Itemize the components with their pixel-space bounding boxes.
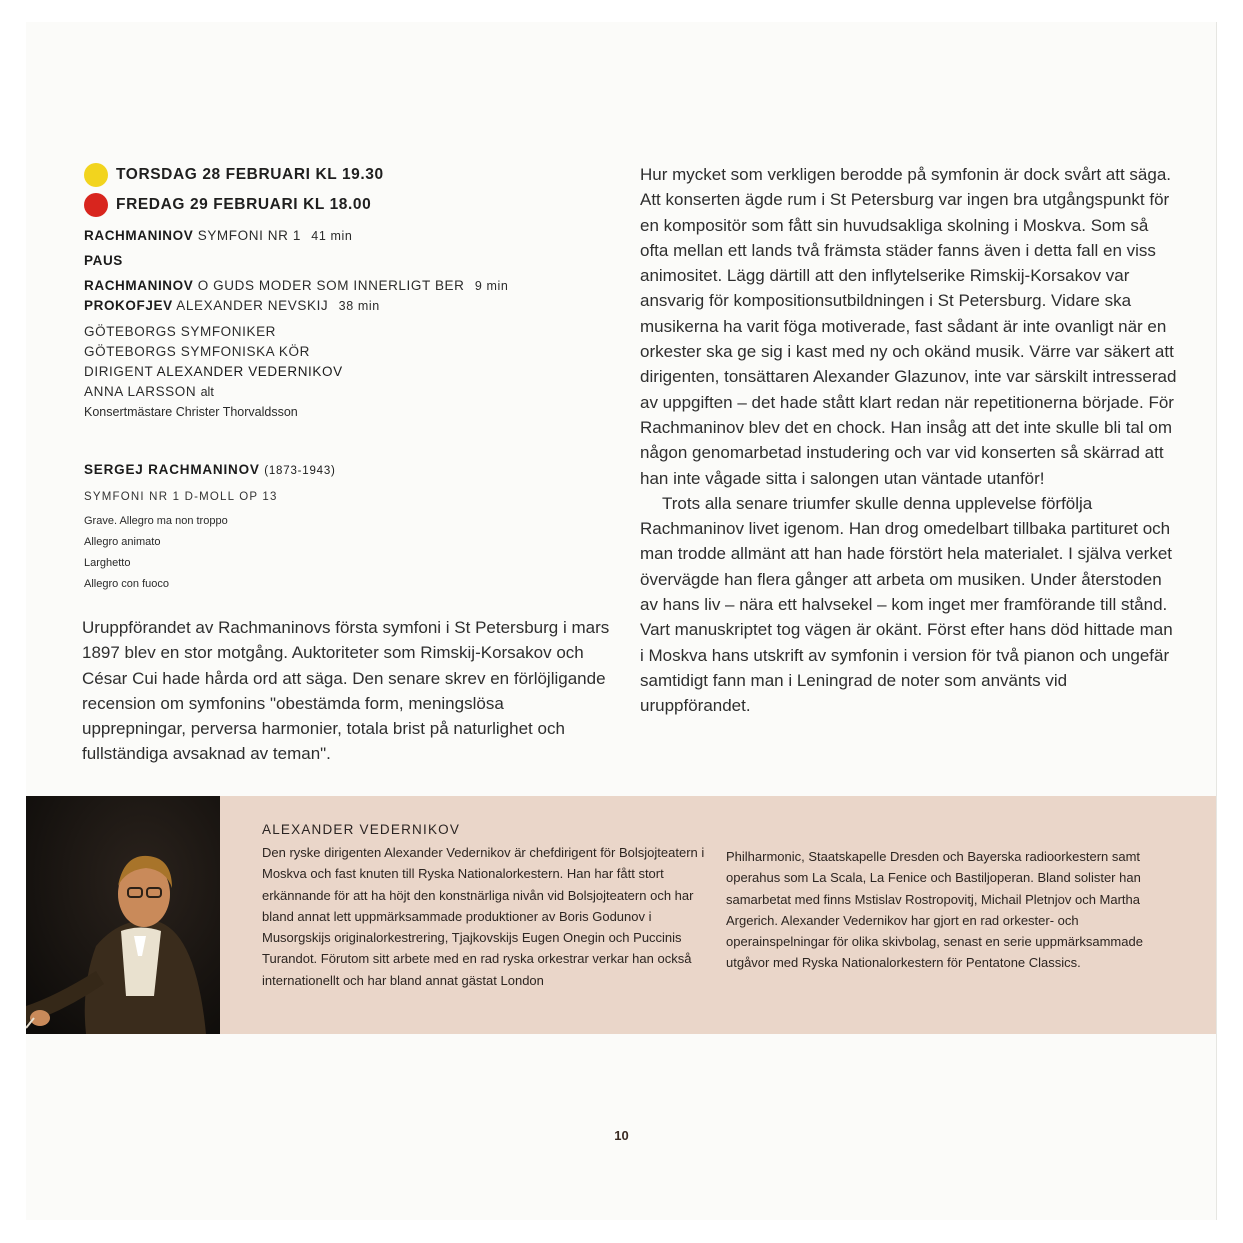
performer-concertmaster: Konsertmästare Christer Thorvaldsson (84, 405, 298, 419)
article-right-column (640, 162, 1178, 719)
article-paragraph-2: Trots alla senare triumfer skulle denna upplevelse förfölja Rachmaninov livet igenom. Han drog omedelbart tillbaka partituret och man trodde allmänt att han hade förstört hela materialet. I själva verket övervägde han flera gånger att arbeta om musiken. Under återstoden av hans liv – nära ett halvsekel – kom inget mer framförande till stånd. Vart manuskriptet tog vägen är okänt. Först efter hans död hittade man i Moskva hans utskrift av symfonin i version för två pianon och ungefär samtidigt fann man i Leningrad de noter som använts vid uruppförandet. (640, 493, 1173, 716)
work-composer-line (84, 462, 604, 477)
work-title: SYMFONI NR 1 D-MOLL OP 13 (84, 491, 278, 503)
date-friday (84, 190, 604, 220)
bio-title: ALEXANDER VEDERNIKOV (262, 822, 461, 837)
program-work: ALEXANDER NEVSKIJ (176, 298, 329, 313)
movement-item: Allegro con fuoco (84, 578, 169, 590)
conductor-prefix: DIRIGENT (84, 364, 154, 379)
movement-item: Allegro animato (84, 536, 161, 548)
movement-item: Larghetto (84, 557, 131, 569)
date-thursday (84, 160, 604, 190)
red-dot-icon (84, 193, 108, 217)
program-composer: RACHMANINOV (84, 278, 194, 293)
program-duration: 41 min (311, 229, 353, 243)
program-composer: PROKOFJEV (84, 298, 173, 313)
movement-item: Grave. Allegro ma non troppo (84, 515, 228, 527)
soloist-name: ANNA LARSSON (84, 384, 197, 399)
program-duration: 9 min (474, 279, 509, 293)
work-composer: SERGEJ RACHMANINOV (84, 462, 260, 477)
bio-text-left: Den ryske dirigenten Alexander Vedernikov är chefdirigent för Bolsjojteatern i Moskva och fast knuten till Ryska Nationalorkestern. Han har fått stort erkännande för att ha höjt den konstnärliga nivån vid Bolsjojteatern och har bland annat lett uppmärksammade produktioner av Boris Godunov i Musorgskijs originalorkestrering, Tjajkovskijs Eugen Onegin och Puccinis Turandot. Förutom sitt arbete med en rad ryska orkestrar verkar han också internationellt och har bland annat gästat London (262, 845, 705, 988)
interval-label: PAUS (84, 253, 123, 268)
concert-schedule (84, 160, 604, 422)
program-duration: 38 min (338, 299, 380, 313)
soloist-voice: alt (200, 385, 214, 399)
work-composer-years: (1873-1943) (264, 465, 336, 477)
performer-choir: GÖTEBORGS SYMFONISKA KÖR (84, 344, 310, 359)
yellow-dot-icon (84, 163, 108, 187)
program-item (84, 276, 604, 296)
performer-orchestra: GÖTEBORGS SYMFONIKER (84, 324, 277, 339)
date-friday-label: FREDAG 29 FEBRUARI KL 18.00 (116, 196, 372, 213)
program-item (84, 296, 604, 316)
conductor-photo (26, 796, 220, 1034)
program-work: SYMFONI NR 1 (197, 228, 301, 243)
work-info (84, 462, 604, 595)
date-thursday-label: TORSDAG 28 FEBRUARI KL 19.30 (116, 166, 384, 183)
performer-soloist (84, 382, 604, 402)
program-composer: RACHMANINOV (84, 228, 194, 243)
program-item (84, 226, 604, 246)
movement-list (84, 511, 604, 595)
page-number: 10 (614, 1128, 629, 1143)
program-work: O GUDS MODER SOM INNERLIGT BER (197, 278, 465, 293)
performer-conductor (84, 362, 604, 382)
bio-text-right: Philharmonic, Staatskapelle Dresden och Bayerska radioorkestern samt operahus som La Scala, La Fenice och Bastiljoperan. Bland solister han samarbetat med finns Mstislav Rostropovitj, Michail Pletnjov och Martha Argerich. Alexander Vedernikov har gjort en rad orkester- och operainspelningar för olika skivbolag, senast en serie uppmärksammade utgåvor med Ryska Nationalorkestern för Pentatone Classics. (726, 849, 1143, 971)
article-paragraph-1: Hur mycket som verkligen berodde på symfonin är dock svårt att säga. Att konserten ägde rum i St Petersburg var ingen bra utgångspunkt för en kompositör som fått sin huvudsakliga skolning i Moskva. Som så ofta mellan ett lands två främsta städer fanns även i detta fall en viss animositet. Lägg därtill att den inflytelserike Rimskij-Korsakov var ansvarig för kompositionsutbildningen i St Petersburg. Vidare ska musikerna ha varit föga motiverade, fast sådant är inte ovanligt när en orkester ska ge sig i kast med ny och okänd musik. Värre var säkert att dirigenten, tonsättaren Alexander Glazunov, inte var särskilt intresserad av uppgiften – det hade stått klart redan när repetitionerna började. För Rachmaninov blev det en chock. Han insåg att det inte skulle bli tal om någon genomarbetad instudering och var vid konserten så skärrad att han inte vågade sitta i salongen utan väntade utanför! (640, 165, 1177, 488)
intro-paragraph: Uruppförandet av Rachmaninovs första symfoni i St Petersburg i mars 1897 blev en stor motgång. Auktoriteter som Rimskij-Korsakov och César Cui hade hårda ord att säga. Den senare skrev en förlöjligande recension om symfonins "obestämda form, meningslösa upprepningar, perversa harmonier, totala brist på naturlighet och fullständiga avsaknad av teman". (82, 618, 610, 764)
conductor-photo-illustration (26, 796, 220, 1034)
conductor-name: ALEXANDER VEDERNIKOV (156, 364, 343, 379)
program-interval (84, 251, 604, 271)
